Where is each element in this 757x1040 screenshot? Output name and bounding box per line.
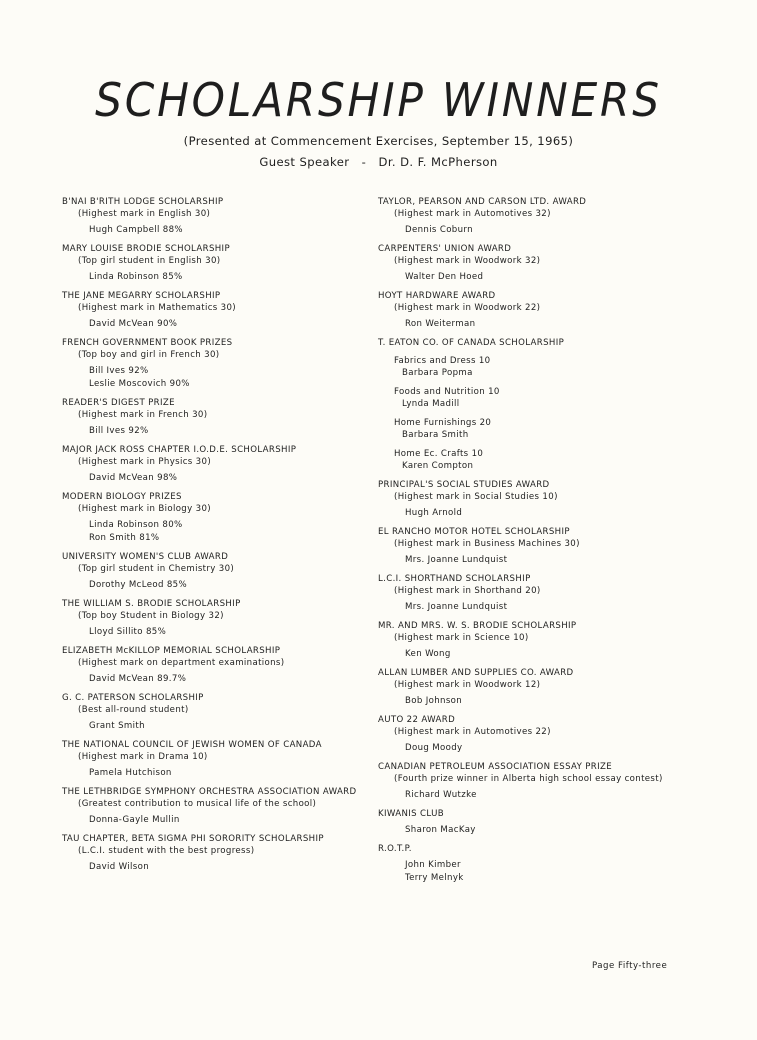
award-block	[62, 397, 362, 438]
award-name: THE WILLIAM S. BRODIE SCHOLARSHIP	[62, 599, 241, 609]
award-criteria: (Highest mark in Drama 10)	[78, 752, 208, 762]
winner-name: Ken Wong	[405, 649, 451, 659]
award-criteria: (Top boy Student in Biology 32)	[78, 611, 224, 621]
award-name: AUTO 22 AWARD	[378, 715, 456, 725]
award-block	[378, 667, 678, 708]
award-block	[62, 645, 362, 686]
award-criteria: (Highest mark in Woodwork 12)	[394, 680, 541, 690]
award-name: TAU CHAPTER, BETA SIGMA PHI SORORITY SCHOLARSHIP	[62, 834, 324, 844]
winner-list	[378, 691, 678, 708]
award-name: B'NAI B'RITH LODGE SCHOLARSHIP	[62, 197, 224, 207]
award-name: L.C.I. SHORTHAND SCHOLARSHIP	[378, 574, 531, 584]
page-subtitle: (Presented at Commencement Exercises, September 15, 1965)	[183, 134, 574, 148]
award-criteria: (Highest mark in Mathematics 30)	[78, 303, 237, 313]
award-block	[378, 196, 678, 237]
winner-name: Ron Smith 81%	[89, 533, 160, 543]
award-block	[62, 692, 362, 733]
award-criteria: (Highest mark in Woodwork 22)	[394, 303, 541, 313]
award-criteria: (Top girl student in Chemistry 30)	[78, 564, 235, 574]
award-name: THE LETHBRIDGE SYMPHONY ORCHESTRA ASSOCIATION AWARD	[62, 787, 357, 797]
award-criteria: (Highest mark in French 30)	[78, 410, 208, 420]
award-criteria: (Highest mark in Science 10)	[394, 633, 529, 643]
winner-list	[62, 220, 362, 237]
award-block	[378, 843, 678, 885]
award-name: ALLAN LUMBER AND SUPPLIES CO. AWARD	[378, 668, 574, 678]
award-block	[378, 573, 678, 614]
winner-list	[378, 220, 678, 237]
award-criteria: (Highest mark in Shorthand 20)	[394, 586, 541, 596]
award-name: PRINCIPAL'S SOCIAL STUDIES AWARD	[378, 480, 550, 490]
winner-name: Bob Johnson	[405, 696, 463, 706]
award-name: G. C. PATERSON SCHOLARSHIP	[62, 693, 204, 703]
winner-list	[62, 361, 362, 391]
winner-name: Donna-Gayle Mullin	[89, 815, 180, 825]
award-block	[62, 551, 362, 592]
award-criteria: (Fourth prize winner in Alberta high school essay contest)	[394, 774, 663, 784]
award-name: MAJOR JACK ROSS CHAPTER I.O.D.E. SCHOLARSHIP	[62, 445, 297, 455]
award-block	[62, 337, 362, 391]
guest-speaker-line: Guest Speaker - Dr. D. F. McPherson	[259, 155, 498, 169]
award-name: MODERN BIOLOGY PRIZES	[62, 492, 182, 502]
winner-name: Lynda Madill	[402, 399, 460, 409]
winner-list	[62, 763, 362, 780]
award-name: THE JANE MEGARRY SCHOLARSHIP	[62, 291, 221, 301]
award-name: R.O.T.P.	[378, 844, 412, 854]
award-block	[62, 491, 362, 545]
winner-name: Linda Robinson 85%	[89, 272, 183, 282]
award-name: UNIVERSITY WOMEN'S CLUB AWARD	[62, 552, 229, 562]
award-block	[62, 243, 362, 284]
winner-list	[378, 503, 678, 520]
winner-name: David Wilson	[89, 862, 150, 872]
winner-name: Dennis Coburn	[405, 225, 473, 235]
award-name: CARPENTERS' UNION AWARD	[378, 244, 512, 254]
award-block	[62, 833, 362, 874]
winner-name: Linda Robinson 80%	[89, 520, 183, 530]
winner-list	[378, 820, 678, 837]
award-block	[62, 196, 362, 237]
award-block	[378, 761, 678, 802]
award-name: READER'S DIGEST PRIZE	[62, 398, 175, 408]
page-number: Page Fifty-three	[592, 961, 668, 971]
category-label: Fabrics and Dress 10	[394, 356, 491, 366]
winner-name: David McVean 98%	[89, 473, 178, 483]
award-block	[62, 444, 362, 485]
award-name: MARY LOUISE BRODIE SCHOLARSHIP	[62, 244, 230, 254]
winner-list	[378, 550, 678, 567]
winner-name: Hugh Arnold	[405, 508, 463, 518]
right-award-column	[378, 196, 678, 891]
winner-name: Terry Melnyk	[405, 873, 464, 883]
winner-list	[378, 644, 678, 661]
award-name: ELIZABETH McKILLOP MEMORIAL SCHOLARSHIP	[62, 646, 281, 656]
award-criteria: (Highest mark in Automotives 22)	[394, 727, 551, 737]
winner-list	[62, 622, 362, 639]
winner-name: Dorothy McLeod 85%	[89, 580, 188, 590]
award-criteria: (Highest mark in Biology 30)	[78, 504, 211, 514]
winner-name: Bill Ives 92%	[89, 426, 149, 436]
category-label: Home Ec. Crafts 10	[394, 449, 484, 459]
award-category	[378, 355, 678, 380]
winner-name: Lloyd Sillito 85%	[89, 627, 167, 637]
award-block	[378, 290, 678, 331]
award-name: KIWANIS CLUB	[378, 809, 444, 819]
category-label: Foods and Nutrition 10	[394, 387, 500, 397]
winner-name: Barbara Smith	[402, 430, 469, 440]
award-criteria: (Highest mark in Automotives 32)	[394, 209, 551, 219]
winner-name: Hugh Campbell 88%	[89, 225, 183, 235]
winner-name: Grant Smith	[89, 721, 145, 731]
award-criteria: (Best all-round student)	[78, 705, 189, 715]
award-category	[378, 417, 678, 442]
winner-list	[378, 597, 678, 614]
winner-list	[62, 810, 362, 827]
winner-list	[378, 785, 678, 802]
winner-list	[62, 421, 362, 438]
winner-name: Karen Compton	[402, 461, 474, 471]
award-name: THE NATIONAL COUNCIL OF JEWISH WOMEN OF CANADA	[62, 740, 322, 750]
award-name: TAYLOR, PEARSON AND CARSON LTD. AWARD	[378, 197, 587, 207]
award-name: MR. AND MRS. W. S. BRODIE SCHOLARSHIP	[378, 621, 577, 631]
award-name: CANADIAN PETROLEUM ASSOCIATION ESSAY PRIZE	[378, 762, 613, 772]
award-name: T. EATON CO. OF CANADA SCHOLARSHIP	[378, 338, 565, 348]
award-criteria: (Highest mark in Physics 30)	[78, 457, 212, 467]
category-label: Home Furnishings 20	[394, 418, 492, 428]
winner-name: Walter Den Hoed	[405, 272, 484, 282]
award-block	[378, 243, 678, 284]
award-category	[378, 386, 678, 411]
award-block	[378, 479, 678, 520]
winner-list	[378, 267, 678, 284]
award-block	[378, 526, 678, 567]
winner-name: Bill Ives 92%	[89, 366, 149, 376]
award-criteria: (Highest mark in Woodwork 32)	[394, 256, 541, 266]
award-criteria: (L.C.I. student with the best progress)	[78, 846, 255, 856]
winner-list	[378, 738, 678, 755]
winner-name: Pamela Hutchison	[89, 768, 172, 778]
award-block	[62, 290, 362, 331]
page-title: SCHOLARSHIP WINNERS	[95, 73, 662, 127]
winner-list	[62, 716, 362, 733]
left-award-column	[62, 196, 362, 880]
winner-name: Mrs. Joanne Lundquist	[405, 602, 508, 612]
award-name: FRENCH GOVERNMENT BOOK PRIZES	[62, 338, 233, 348]
award-category	[378, 448, 678, 473]
winner-list	[378, 855, 678, 885]
winner-name: Doug Moody	[405, 743, 463, 753]
award-criteria: (Highest mark on department examinations)	[78, 658, 285, 668]
winner-list	[62, 468, 362, 485]
winner-list	[62, 575, 362, 592]
winner-list	[62, 267, 362, 284]
winner-name: Ron Weiterman	[405, 319, 476, 329]
winner-name: Sharon MacKay	[405, 825, 476, 835]
winner-list	[62, 857, 362, 874]
winner-name: Mrs. Joanne Lundquist	[405, 555, 508, 565]
award-criteria: (Highest mark in Business Machines 30)	[394, 539, 580, 549]
winner-name: David McVean 90%	[89, 319, 178, 329]
winner-list	[62, 515, 362, 545]
award-criteria: (Top girl student in English 30)	[78, 256, 221, 266]
award-block	[378, 337, 678, 473]
award-block	[62, 786, 362, 827]
award-name: HOYT HARDWARE AWARD	[378, 291, 496, 301]
winner-name: Leslie Moscovich 90%	[89, 379, 190, 389]
award-criteria: (Highest mark in Social Studies 10)	[394, 492, 558, 502]
award-block	[62, 739, 362, 780]
award-block	[378, 714, 678, 755]
winner-list	[378, 314, 678, 331]
award-criteria: (Highest mark in English 30)	[78, 209, 211, 219]
award-name: EL RANCHO MOTOR HOTEL SCHOLARSHIP	[378, 527, 570, 537]
winner-name: David McVean 89.7%	[89, 674, 187, 684]
award-block	[378, 808, 678, 837]
winner-list	[62, 314, 362, 331]
winner-name: Barbara Popma	[402, 368, 473, 378]
award-block	[378, 620, 678, 661]
winner-name: Richard Wutzke	[405, 790, 477, 800]
award-criteria: (Top boy and girl in French 30)	[78, 350, 220, 360]
award-criteria: (Greatest contribution to musical life of the school)	[78, 799, 317, 809]
winner-list	[62, 669, 362, 686]
award-block	[62, 598, 362, 639]
winner-name: John Kimber	[405, 860, 461, 870]
